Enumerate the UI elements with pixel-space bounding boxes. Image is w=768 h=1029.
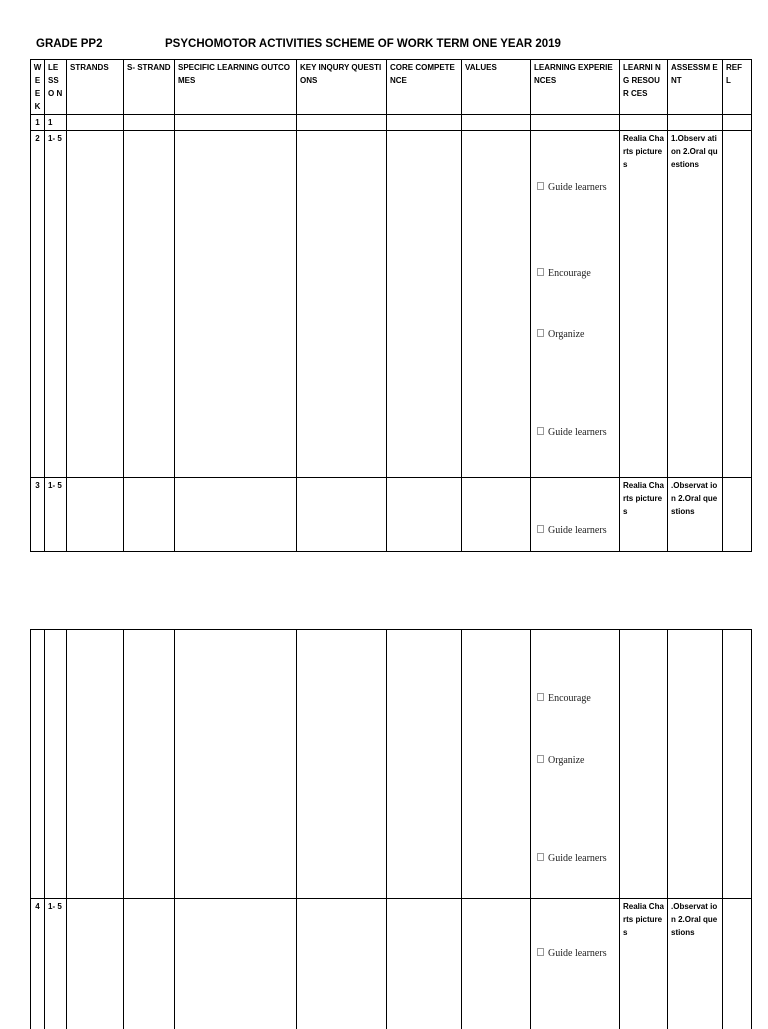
bullet-box-icon xyxy=(537,427,544,435)
experience-item: Guide learners xyxy=(537,524,607,537)
bullet-box-icon xyxy=(537,693,544,701)
experience-item: Guide learners xyxy=(537,426,607,439)
experiences-cell xyxy=(531,131,620,478)
bullet-box-icon xyxy=(537,268,544,276)
lesson-cell: 1- 5 xyxy=(45,131,67,478)
resources-cell: Realia Charts pictures xyxy=(620,131,668,478)
scheme-table-2 xyxy=(30,629,752,1029)
week-cell: 1 xyxy=(31,115,45,131)
experiences-cell xyxy=(531,630,620,899)
document-title: PSYCHOMOTOR ACTIVITIES SCHEME OF WORK TERM ONE YEAR 2019 xyxy=(165,38,561,50)
week-cell: 4 xyxy=(31,899,45,1029)
week-header: W E E K xyxy=(31,60,45,115)
lesson-cell: 1- 5 xyxy=(45,899,67,1029)
strands-header: STRANDS xyxy=(67,60,124,115)
week-cell: 3 xyxy=(31,478,45,552)
bullet-box-icon xyxy=(537,329,544,337)
outcomes-header: SPECIFIC LEARNING OUTCOMES xyxy=(175,60,297,115)
assessment-header: ASSESSM ENT xyxy=(668,60,723,115)
questions-header: KEY INQURY QUESTIONS xyxy=(297,60,387,115)
scheme-table-1 xyxy=(30,59,752,552)
values-header: VALUES xyxy=(462,60,531,115)
grade-label: GRADE PP2 xyxy=(36,38,103,50)
experiences-cell xyxy=(531,478,620,552)
lesson-header: LE SS O N xyxy=(45,60,67,115)
assessment-cell: .Observat ion 2.Oral questions xyxy=(668,478,723,552)
bullet-box-icon xyxy=(537,853,544,861)
bullet-box-icon xyxy=(537,948,544,956)
experience-item: Encourage xyxy=(537,267,591,280)
experiences-header: LEARNING EXPERIENCES xyxy=(531,60,620,115)
resources-cell: Realia Charts pictures xyxy=(620,478,668,552)
experience-item: Organize xyxy=(537,754,584,767)
lesson-cell: 1 xyxy=(45,115,67,131)
week-cell: 2 xyxy=(31,131,45,478)
table-row xyxy=(31,630,752,899)
bullet-box-icon xyxy=(537,182,544,190)
experience-item: Guide learners xyxy=(537,181,607,194)
header-row xyxy=(31,60,752,115)
resources-cell: Realia Charts pictures xyxy=(620,899,668,1029)
bullet-box-icon xyxy=(537,755,544,763)
experience-item: Guide learners xyxy=(537,947,607,960)
experiences-cell xyxy=(531,899,620,1029)
assessment-cell: .Observat ion 2.Oral questions xyxy=(668,899,723,1029)
table-row xyxy=(31,899,752,1029)
table-row xyxy=(31,115,752,131)
sub-strand-header: S- STRAND xyxy=(124,60,175,115)
experience-item: Guide learners xyxy=(537,852,607,865)
bullet-box-icon xyxy=(537,525,544,533)
experience-item: Encourage xyxy=(537,692,591,705)
lesson-cell: 1- 5 xyxy=(45,478,67,552)
table-row xyxy=(31,131,752,478)
resources-header: LEARNI NG RESOUR CES xyxy=(620,60,668,115)
experience-item: Organize xyxy=(537,328,584,341)
table-row xyxy=(31,478,752,552)
competence-header: CORE COMPETENCE xyxy=(387,60,462,115)
ref-header: REF L xyxy=(723,60,752,115)
assessment-cell: 1.Observ ation 2.Oral questions xyxy=(668,131,723,478)
